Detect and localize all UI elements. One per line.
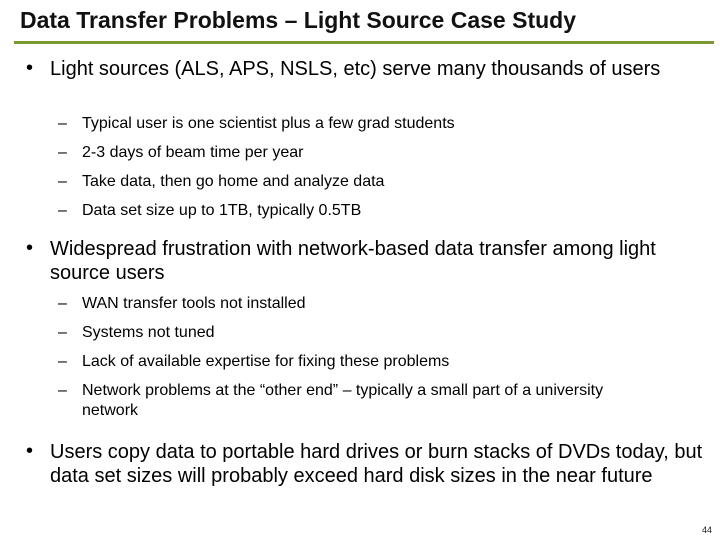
- dash-marker: –: [58, 144, 67, 161]
- title-underline: [14, 41, 714, 44]
- dash-marker: –: [58, 115, 67, 132]
- bullet-2-subitem-2: Systems not tuned: [82, 324, 215, 341]
- bullet-2-subitem-1: WAN transfer tools not installed: [82, 295, 306, 312]
- bullet-marker: •: [26, 440, 34, 462]
- bullet-marker: •: [26, 237, 34, 259]
- bullet-1-text: Light sources (ALS, APS, NSLS, etc) serve many thousands of users: [50, 58, 661, 80]
- bullet-2-text: Widespread frustration with network-based data transfer among light source users: [50, 238, 656, 284]
- bullet-1-subitem-3: Take data, then go home and analyze data: [82, 173, 385, 190]
- bullet-1-subitem-1: Typical user is one scientist plus a few grad students: [82, 115, 455, 132]
- dash-marker: –: [58, 382, 67, 399]
- dash-marker: –: [58, 202, 67, 219]
- bullet-marker: •: [26, 57, 34, 79]
- dash-marker: –: [58, 353, 67, 370]
- dash-marker: –: [58, 324, 67, 341]
- bullet-2-subitem-3: Lack of available expertise for fixing these problems: [82, 353, 450, 370]
- slide-title: Data Transfer Problems – Light Source Case Study: [20, 7, 576, 33]
- bullet-2-subitem-4: Network problems at the “other end” – typically a small part of a university network: [82, 382, 604, 419]
- bullet-1-subitem-2: 2-3 days of beam time per year: [82, 144, 304, 161]
- dash-marker: –: [58, 173, 67, 190]
- page-number: 44: [701, 525, 712, 535]
- bullet-1-subitem-4: Data set size up to 1TB, typically 0.5TB: [82, 202, 362, 219]
- dash-marker: –: [58, 295, 67, 312]
- bullet-3-text: Users copy data to portable hard drives or burn stacks of DVDs today, but data set sizes will probably exceed hard disk sizes in the near future: [50, 441, 703, 487]
